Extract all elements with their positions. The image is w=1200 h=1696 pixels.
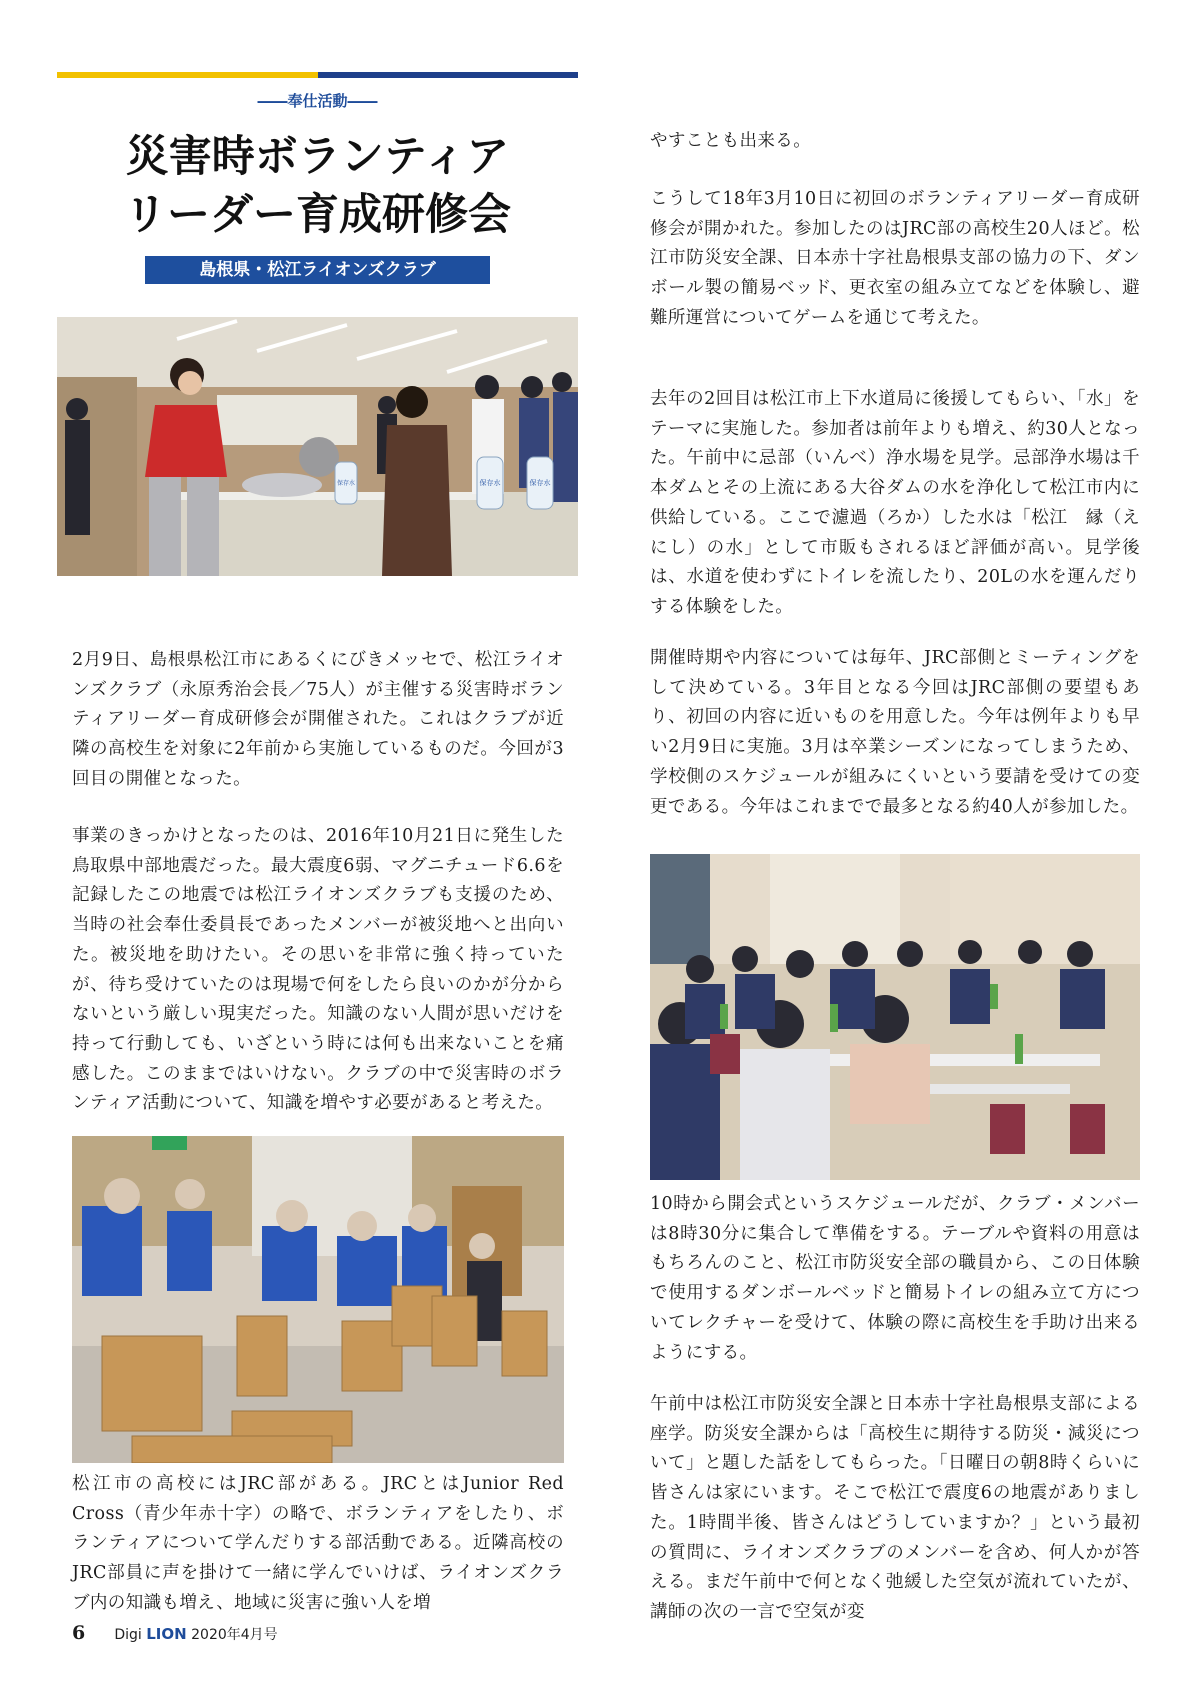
title-line-2: リーダー育成研修会 <box>124 190 511 240</box>
title-line-1: 災害時ボランティア <box>125 132 510 182</box>
header-rule-blue <box>318 72 579 78</box>
left-paragraph-3: 松江市の高校にはJRC部がある。JRCとはJunior Red Cross（青少年赤十字）の略で、ボランティアをしたり、ボランティアについて学んだりする部活動である。近隣高校のJRC部員に声を掛けて一緒に学んでいけば、ライオンズクラブ内の知識も増え、地域に災害に強い人を増 <box>72 1474 564 1613</box>
pub-lion: LION <box>146 1625 187 1643</box>
photo-students-seminar <box>650 854 1140 1180</box>
projection-screen <box>217 395 357 445</box>
right-paragraph-2: こうして18年3月10日に初回のボランティアリーダー育成研修会が開かれた。参加したのはJRC部の高校生20人ほど。松江市防災安全課、日本赤十字社島根県支部の協力の下、ダンボール製の簡易ベッド、更衣室の組み立てなどを体験し、避難所運営についてゲームを通じて考えた。 <box>650 189 1140 328</box>
publication-name <box>114 1627 277 1643</box>
bottle-label-3: 保存水 <box>529 479 551 487</box>
pub-digi: Digi <box>114 1627 142 1643</box>
club-name-band: 島根県・松江ライオンズクラブ <box>145 256 490 284</box>
right-paragraph-3: 去年の2回目は松江市上下水道局に後援してもらい、「水」をテーマに実施した。参加者は前年よりも増え、約30人となった。午前中に忌部（いんべ）浄水場を見学。忌部浄水場は千本ダムとその上流にある大谷ダムの水を浄化して松江市内に供給している。ここで濾過（ろか）した水は「松江 縁（えにし）の水」として市販もされるほど評価が高い。見学後は、水道を使わずにトイレを流したり、20Lの水を運んだりする体験をした。 <box>650 389 1140 617</box>
right-paragraph-4: 開催時期や内容については毎年、JRC部側とミーティングをして決めている。3年目となる今回はJRC部側の要望もあり、初回の内容に近いものを用意した。今年は例年よりも早い2月9日に実施。3月は卒業シーズンになってしまうため、学校側のスケジュールが組みにくいという要請を受けての変更である。今年はこれまでで最多となる約40人が参加した。 <box>650 648 1140 817</box>
article-title <box>57 128 578 244</box>
page-number: 6 <box>72 1622 86 1644</box>
pub-issue: 2020年4月号 <box>191 1627 278 1643</box>
category-label: ――奉仕活動―― <box>257 92 378 110</box>
right-paragraph-6: 午前中は松江市防災安全課と日本赤十字社島根県支部による座学。防災安全課からは「高校生に期待する防災・減災について」と題した話をしてもらった。「日曜日の朝8時くらいに皆さんは家にいます。そこで松江で震度6の地震がありました。1時間半後、皆さんはどうしていますか？」という最初の質問に、ライオンズクラブのメンバーを含め、何人かが答える。まだ午前中で何となく弛緩した空気が流れていたが、講師の次の一言で空気が変 <box>650 1394 1140 1622</box>
header-rule <box>57 72 578 78</box>
right-paragraph-1: やすことも出来る。 <box>650 131 812 151</box>
right-paragraph-5: 10時から開会式というスケジュールだが、クラブ・メンバーは8時30分に集合して準備をする。テーブルや資料の用意はもちろんのこと、松江市防災安全部の職員から、この日体験で使用するダンボールベッドと簡易トイレの組み立て方についてレクチャーを受けて、体験の際に高校生を手助け出来るようにする。 <box>650 1194 1140 1363</box>
photo-instructor-demo <box>57 317 578 576</box>
photo-cardboard-assembly <box>72 1136 564 1463</box>
exit-sign <box>152 1136 187 1150</box>
bottle-label-2: 保存水 <box>479 479 501 487</box>
bottle-label-1: 保存水 <box>336 480 356 487</box>
left-paragraph-2: 事業のきっかけとなったのは、2016年10月21日に発生した鳥取県中部地震だった。最大震度6弱、マグニチュード6.6を記録したこの地震では松江ライオンズクラブも支援のため、当時の社会奉仕委員長であったメンバーが被災地へと出向いた。被災地を助けたい。その思いを非常に強く持っていたが、待ち受けていたのは現場で何をしたら良いのかが分からないという厳しい現実だった。知識のない人間が思いだけを持って行動しても、いざという時には何も出来ないことを痛感した。このままではいけない。クラブの中で災害時のボランティア活動について、知識を増やす必要があると考えた。 <box>72 826 564 1114</box>
header-rule-yellow <box>57 72 318 78</box>
left-paragraph-1: 2月9日、島根県松江市にあるくにびきメッセで、松江ライオンズクラブ（永原秀治会長／75人）が主催する災害時ボランティアリーダー育成研修会が開催された。これはクラブが近隣の高校生を対象に2年前から実施しているものだ。今回が3回目の開催となった。 <box>72 650 564 789</box>
page-footer <box>72 1622 278 1644</box>
